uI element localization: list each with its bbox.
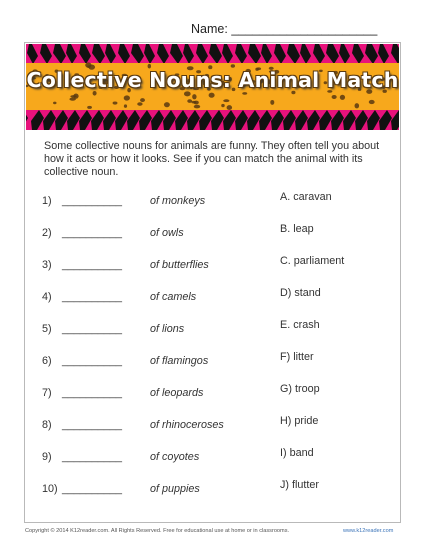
answer-blank: __________ <box>62 195 123 207</box>
animal-label: of camels <box>150 291 197 303</box>
answer-option: D) stand <box>280 287 321 299</box>
answer-option: J) flutter <box>280 479 319 491</box>
animal-label: of leopards <box>150 387 204 399</box>
question-number: 1) <box>42 195 52 207</box>
question-number: 6) <box>42 355 52 367</box>
question-number: 5) <box>42 323 52 335</box>
question-number: 3) <box>42 259 52 271</box>
answer-option: E. crash <box>280 319 320 331</box>
question-number: 7) <box>42 387 52 399</box>
animal-label: of rhinoceroses <box>150 419 224 431</box>
answer-blank: __________ <box>62 355 123 367</box>
animal-label: of coyotes <box>150 451 200 463</box>
answer-blank: __________ <box>62 227 123 239</box>
answer-blank: __________ <box>62 419 123 431</box>
copyright: Copyright © 2014 K12reader.com. All Rights Reserved. Free for educational use at home or in classrooms. <box>25 528 290 534</box>
answer-option: G) troop <box>280 383 320 395</box>
answer-option: B. leap <box>280 223 314 235</box>
answer-option: A. caravan <box>280 191 332 203</box>
worksheet-title: Collective Nouns: Animal Match <box>26 68 399 92</box>
answer-blank: __________ <box>62 323 123 335</box>
answer-option: F) litter <box>280 351 314 363</box>
answer-blank: __________ <box>62 483 123 495</box>
animal-label: of puppies <box>150 483 200 495</box>
question-number: 8) <box>42 419 52 431</box>
name-blank: _____________________ <box>231 22 378 36</box>
question-number: 2) <box>42 227 52 239</box>
name-label: Name: <box>191 22 228 36</box>
title-banner <box>26 44 399 130</box>
animal-label: of flamingos <box>150 355 209 367</box>
answer-blank: __________ <box>62 387 123 399</box>
answer-option: C. parliament <box>280 255 345 267</box>
animal-label: of lions <box>150 323 185 335</box>
question-number: 10) <box>42 483 58 495</box>
animal-label: of butterflies <box>150 259 209 271</box>
answer-blank: __________ <box>62 291 123 303</box>
question-number: 9) <box>42 451 52 463</box>
answer-blank: __________ <box>62 451 123 463</box>
answer-option: I) band <box>280 447 314 459</box>
answer-option: H) pride <box>280 415 319 427</box>
name-field <box>191 22 377 36</box>
answer-blank: __________ <box>62 259 123 271</box>
site-url: www.k12reader.com <box>343 528 394 534</box>
instructions: Some collective nouns for animals are funny. They often tell you about how it acts or how it looks. See if you can match the animal with its collective noun. <box>44 140 380 178</box>
animal-label: of monkeys <box>150 195 206 207</box>
question-number: 4) <box>42 291 52 303</box>
animal-label: of owls <box>150 227 184 239</box>
